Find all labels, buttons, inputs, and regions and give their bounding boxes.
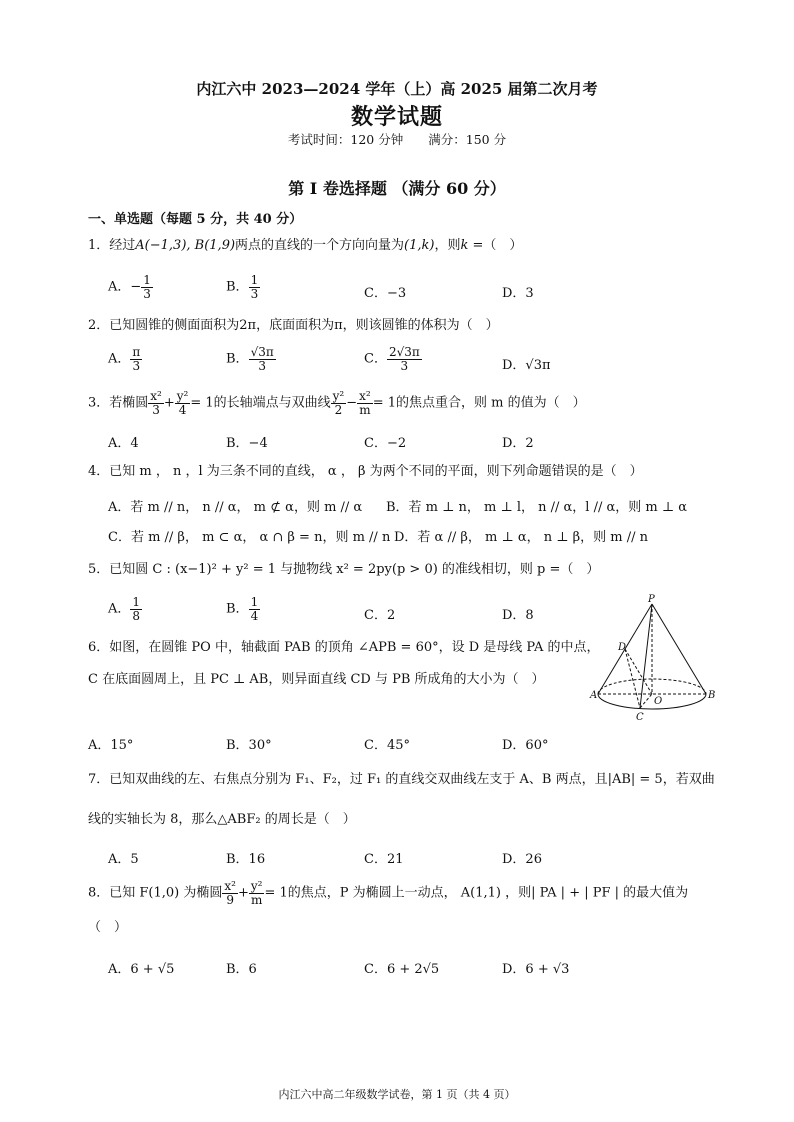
q2-option-d: D．√3π — [502, 358, 551, 373]
q6-option-b: B．30° — [226, 738, 272, 753]
question-5: 5．已知圆 C : (x−1)² + y² = 1 与抛物线 x² = 2py(p > 0) 的准线相切，则 p =（ ） — [88, 562, 600, 577]
q4-option-d: D．若 α // β， m ⊥ α， n ⊥ β，则 m // n — [394, 530, 648, 545]
question-7-line-2: 线的实轴长为 8，那么△ABF₂ 的周长是（ ） — [88, 812, 356, 827]
question-7-line-1: 7．已知双曲线的左、右焦点分别为 F₁、F₂，过 F₁ 的直线交双曲线左支于 A、B 两点，且|AB| = 5，若双曲 — [88, 772, 715, 787]
q3-option-a: A．4 — [108, 436, 139, 451]
question-4: 4．已知 m ， n ，l 为三条不同的直线， α ， β 为两个不同的平面，则下列命题错误的是（ ） — [88, 464, 643, 479]
question-6-line-2: C 在底面圆周上，且 PC ⊥ AB，则异面直线 CD 与 PB 所成角的大小为（ ） — [88, 672, 545, 687]
q1-option-b: B． $\frac{1}{3}$ — [226, 273, 259, 301]
q1-option-d: D．3 — [502, 286, 534, 301]
label-p: P — [648, 594, 655, 605]
q6-option-d: D．60° — [502, 738, 549, 753]
question-3: 3．若椭圆 $\frac{\text{x²}}{3}$ + $\frac{\text{y²}}{4}$ = 1的长轴端点与双曲线 $\frac{\text{y²}}{2}$ − $\frac{\text{x²}}{m}$ = 1的焦点重合，则 m 的值为（ ） — [88, 389, 586, 417]
q1-option-a: A．− $\frac{1}{3}$ — [108, 273, 151, 301]
q4-option-c: C．若 m // β， m ⊂ α， α ∩ β = n，则 m // n — [108, 530, 391, 545]
q3-option-b: B．−4 — [226, 436, 268, 451]
label-b: B — [708, 690, 716, 701]
cone-figure — [588, 594, 720, 728]
segment-do — [625, 649, 652, 694]
cone-edge-pb — [652, 604, 706, 694]
q8-option-d: D．6 + √3 — [502, 962, 570, 977]
exam-info: 考试时间：120 分钟 满分：150 分 — [287, 132, 507, 147]
q5-option-d: D．8 — [502, 608, 534, 623]
page-footer: 内江六中高二年级数学试卷，第 1 页（共 4 页） — [278, 1088, 516, 1101]
q4-option-a: A．若 m // n， n // α， m ⊄ α，则 m // α — [108, 500, 363, 515]
segment-cd — [625, 649, 640, 708]
question-8: 8．已知 F(1,0) 为椭圆 $\frac{\text{x²}}{9}$ + $\frac{\text{y²}}{m}$ = 1的焦点，P 为椭圆上一动点， A(1,1) ，则| PA | + | PF | 的最大值为 — [88, 879, 689, 907]
q7-option-c: C．21 — [364, 852, 404, 867]
question-8-line-2: （ ） — [88, 920, 128, 935]
base-front-arc — [598, 694, 706, 709]
q8-option-c: C．6 + 2√5 — [364, 962, 440, 977]
q2-option-b: B． $\frac{√3\pi}{3}$ — [226, 345, 274, 373]
q8-option-a: A．6 + √5 — [108, 962, 175, 977]
q7-option-b: B．16 — [226, 852, 266, 867]
q7-option-a: A．5 — [108, 852, 139, 867]
label-a: A — [590, 690, 598, 701]
q3-option-d: D．2 — [502, 436, 534, 451]
label-o: O — [654, 696, 663, 707]
q4-option-b: B．若 m ⊥ n， m ⊥ l， n // α，l // α，则 m ⊥ α — [386, 500, 687, 515]
q5-option-a: A． $\frac{1}{8}$ — [108, 595, 141, 623]
q6-option-a: A．15° — [88, 738, 134, 753]
question-2: 2．已知圆锥的侧面面积为2π，底面面积为π，则该圆锥的体积为（ ） — [88, 318, 499, 333]
label-c: C — [636, 712, 644, 723]
exam-header: 内江六中 2023—2024 学年（上）高 2025 届第二次月考 — [196, 80, 598, 98]
q2-option-c: C． $\frac{2√3\pi}{3}$ — [364, 345, 420, 373]
q8-option-b: B．6 — [226, 962, 257, 977]
q6-option-c: C．45° — [364, 738, 410, 753]
question-6-line-1: 6．如图，在圆锥 PO 中，轴截面 PAB 的顶角 ∠APB = 60°，设 D 是母线 PA 的中点， — [88, 640, 600, 655]
q3-option-c: C．−2 — [364, 436, 407, 451]
page-title: 数学试题 — [350, 104, 443, 130]
q2-option-a: A． $\frac{\pi}{3}$ — [108, 345, 141, 373]
q7-option-d: D．26 — [502, 852, 542, 867]
label-d: D — [618, 642, 627, 653]
q5-option-b: B． $\frac{1}{4}$ — [226, 595, 259, 623]
section-title: 第 I 卷选择题 （满分 60 分） — [288, 179, 506, 198]
q1-option-c: C．−3 — [364, 286, 407, 301]
question-1: 1．经过A(−1,3), B(1,9)两点的直线的一个方向向量为(1,k)，则k =（ ） — [88, 238, 523, 253]
edge-pc — [640, 604, 652, 708]
section-subtitle: 一、单选题（每题 5 分，共 40 分） — [88, 212, 303, 227]
q5-option-c: C．2 — [364, 608, 396, 623]
